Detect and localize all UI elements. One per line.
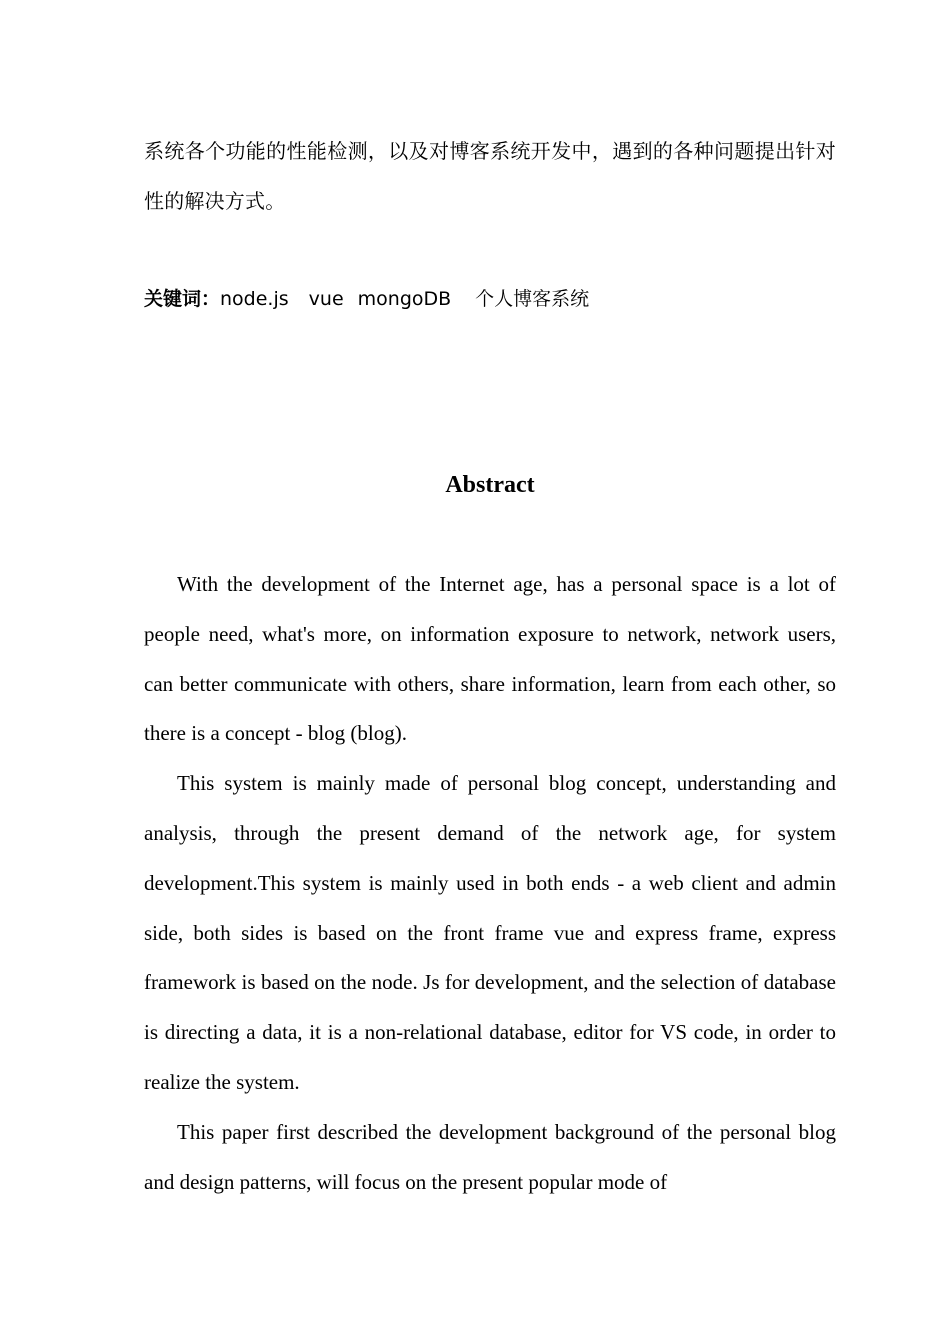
page-content [144,126,836,1207]
keywords-label: 关键词： [144,288,221,310]
keyword-nodejs: node.js [220,288,289,310]
abstract-paragraph-2: This system is mainly made of personal blog concept, understanding and analysis, through the present demand of the network age, for system development.This system is mainly used in both ends - a web client and admin side, both sides is based on the front frame vue and express frame, express framework is based on the node. Js for development, and the selection of database is directing a data, it is a non-relational database, editor for VS code, in order to realize the system. [144,771,836,1094]
abstract-heading: Abstract [445,472,535,498]
keyword-mongodb: mongoDB [357,288,452,310]
abstract-paragraph-1: With the development of the Internet age, has a personal space is a lot of people need, what's more, on information exposure to network, network users, can better communicate with others, share information, learn from each other, so there is a concept - blog (blog). [144,572,836,746]
keyword-personal-blog-system: 个人博客系统 [475,288,590,310]
abstract-body [144,560,836,1207]
keyword-vue: vue [308,288,344,310]
chinese-abstract-continuation: 系统各个功能的性能检测，以及对博客系统开发中，遇到的各种问题提出针对性的解决方式。 [144,139,836,213]
abstract-paragraph-3: This paper first described the development background of the personal blog and design patterns, will focus on the present popular mode of [144,1119,836,1194]
keywords-line [144,276,836,322]
